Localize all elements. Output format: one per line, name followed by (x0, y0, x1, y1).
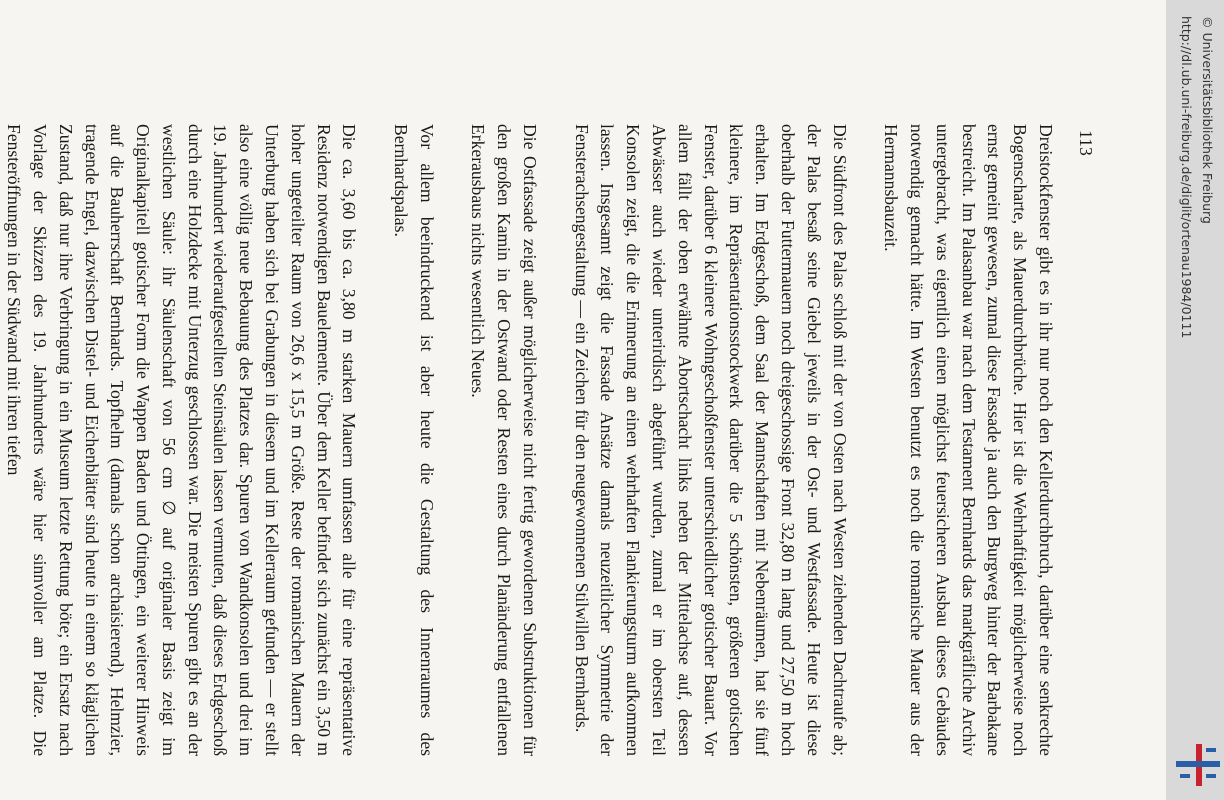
paragraph-2: Die Südfront des Palas schloß mit der von Osten nach Westen ziehenden Dachtraufe ab; der Palas besaß seine Giebel jeweils in der Ost- und Westfassade. Heute ist diese oberhalb der Futtermauern noch dreigeschossige Front 32,80 m lang und 27,50 m hoch erhalten. Im Erdgeschoß, dem Saal der Mannschaften mit Nebenräumen, hat sie fünf kleinere, im Repräsentationsstockwerk darüber die 5 schönsten, größeren gotischen Fenster, darüber 6 kleinere Wohngeschoßfenster unterschiedlicher gotischer Bauart. Vor allem fällt der oben erwähnte Abortschacht links neben der Mittelachse auf, dessen Abwässer auch wieder unterirdisch abgeführt wurden, zumal er im obersten Teil Konsolen zeigt, die die Erinnerung an einen wehrhaften Flankierungsturm aufkommen lassen. Insgesamt zeigt die Fassade Ansätze damals neuzeitlicher Symmetrie der Fensterachsengestaltung — ein Zeichen für den neugewonnenen Stilwillen Bernhards. (571, 124, 850, 756)
body-text-column (0, 124, 1058, 756)
logo-bar-blue-4 (1180, 774, 1190, 778)
logo-bar-blue-3 (1206, 774, 1216, 778)
copyright-notice: © Universitätsbibliothek Freiburg (1200, 16, 1215, 224)
logo-bar-blue-1 (1176, 761, 1220, 767)
page-number: 113 (1076, 130, 1096, 156)
logo-bar-blue-2 (1206, 748, 1216, 752)
paragraph-3: Die Ostfassade zeigt außer möglicherweise nicht fertig gewordenen Substruktionen für den großen Kamin in der Ostwand oder Resten eines durch Planänderung entfallenen Erkerausbaus nichts wesentlich Neues. (468, 124, 541, 756)
paragraph-5: Die ca. 3,60 bis ca. 3,80 m starken Mauern umfassen alle für eine repräsentative Residenz notwendigen Bauelemente. Über dem Keller befindet sich zunächst ein 3,50 m hoher ungeteilter Raum von 26,6 x 15,5 m Größe. Reste der romanischen Mauern der Unterburg haben sich bei Grabungen in diesem und im Kellerraum gefunden — er stellt also eine völlig neue Bebauung des Platzes dar. Spuren von Wandkonsolen und drei im 19. Jahrhundert wiederaufgestellten Steinsäulen lassen vermuten, daß dieses Erdgeschoß durch eine Holzdecke mit Unterzug geschlossen war. Die meisten Spuren gibt es an der westlichen Säule: ihr Säulenschaft von 56 cm ∅ auf originaler Basis zeigt im Originalkapitell gotischer Form die Wappen Baden und Öttingen, ein weiterer Hinweis auf die Bauherrschaft Bernhards. Topfhelm (damals schon archaisierend), Helmzier, tragende Engel, dazwischen Distel- und Eichenblätter sind heute in einem so kläglichen Zustand, daß nur ihre Verbringung in ein Museum letzte Rettung böte; ein Ersatz nach Vorlage der Skizzen des 19. Jahrhunderts wäre hier sinnvoller am Platze. Die Fensteröffnungen in der Südwand mit ihren tiefen (4, 124, 360, 756)
paragraph-1: Dreistockfenster gibt es in ihr nur noch den Kellerdurchbruch, darüber eine senkrechte Bogenscharte, als Mauerdurchbrüche. Hier ist die Wehrhaftigkeit möglicherweise noch ernst gemeint gewesen, zumal diese Fassade ja auch den Burgweg hinter der Barbakane bestreicht. Im Palasanbau war nach dem Testament Bernhards das markgräfliche Archiv untergebracht, was eigentlich einen möglichst feuersicheren Ausbau dieses Gebäudes notwendig gemacht hätte. Im Westen benutzt es noch die romanische Mauer aus der Hermannsbauzeit. (881, 124, 1056, 756)
library-sidebar (1166, 0, 1224, 800)
source-url-link[interactable]: http://dl.ub.uni-freiburg.de/diglit/ortenau1984/0111 (1179, 16, 1194, 339)
university-library-logo-icon (1176, 744, 1220, 786)
paragraph-4: Vor allem beeindruckend ist aber heute die Gestaltung des Innenraumes des Bernhardspalas. (391, 124, 437, 756)
